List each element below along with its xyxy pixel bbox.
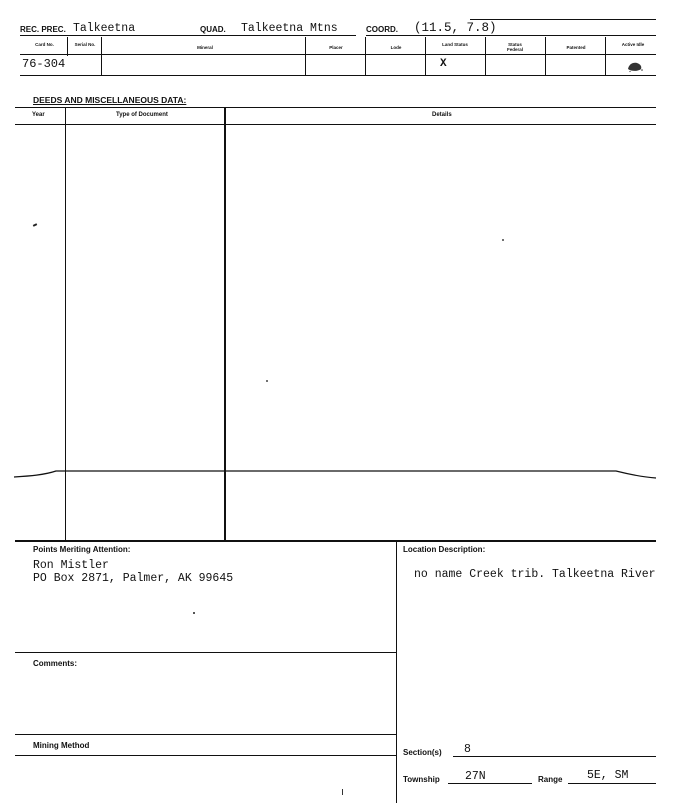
coord-value: (11.5, 7.8) bbox=[414, 21, 497, 35]
col-mineral: Mineral bbox=[197, 45, 213, 50]
col-type-of-document: Type of Document bbox=[116, 112, 168, 118]
claims-header-rule bbox=[20, 54, 656, 55]
deeds-title: DEEDS AND MISCELLANEOUS DATA: bbox=[33, 95, 187, 105]
col-card-no: Card No. bbox=[35, 42, 54, 47]
deeds-header-rule bbox=[15, 124, 656, 125]
range-value: 5E, SM bbox=[587, 769, 629, 782]
rec-prec-value: Talkeetna bbox=[73, 22, 136, 35]
col-year: Year bbox=[32, 112, 45, 118]
card-no-value: 76-304 bbox=[22, 57, 66, 71]
header-underline-right bbox=[366, 35, 656, 36]
col-patented: Patented bbox=[566, 45, 586, 50]
mining-top-rule bbox=[15, 734, 396, 735]
quad-label: QUAD. bbox=[200, 25, 226, 34]
ink-smudge-icon bbox=[626, 59, 644, 73]
quad-value: Talkeetna Mtns bbox=[241, 22, 338, 35]
col-active-idle: Active Idle bbox=[621, 42, 645, 47]
header-underline-left bbox=[20, 35, 356, 36]
fold-crease-line bbox=[0, 462, 678, 487]
col-land-status: Land Status bbox=[442, 42, 468, 47]
location-description-text: no name Creek trib. Talkeetna River bbox=[414, 568, 656, 581]
col-placer: Placer bbox=[329, 45, 343, 50]
range-label: Range bbox=[538, 775, 563, 784]
stray-mark bbox=[342, 789, 343, 795]
claims-bottom-rule bbox=[20, 75, 656, 76]
stray-dot bbox=[502, 239, 504, 241]
deeds-top-rule bbox=[15, 107, 656, 108]
stray-mark bbox=[33, 223, 37, 227]
mining-method-rule bbox=[15, 755, 396, 756]
township-value: 27N bbox=[465, 770, 486, 783]
range-underline bbox=[568, 783, 656, 784]
comments-top-rule bbox=[15, 652, 396, 653]
bottom-section-top-rule bbox=[15, 540, 656, 542]
mining-method-label: Mining Method bbox=[33, 741, 90, 750]
location-description-label: Location Description: bbox=[403, 545, 486, 554]
col-serial-no: Serial No. bbox=[74, 42, 96, 47]
bottom-section-divider bbox=[396, 541, 397, 803]
stray-dot bbox=[193, 612, 195, 614]
points-meriting-label: Points Meriting Attention: bbox=[33, 545, 131, 554]
coord-label: COORD. bbox=[366, 25, 398, 34]
section-underline bbox=[453, 756, 656, 757]
land-status-mark: X bbox=[440, 58, 447, 70]
col-status-federal: Status Federal bbox=[506, 42, 523, 52]
header-top-rule bbox=[470, 19, 656, 20]
section-value: 8 bbox=[464, 743, 471, 756]
township-label: Township bbox=[403, 775, 440, 784]
comments-label: Comments: bbox=[33, 659, 78, 668]
rec-prec-label: REC. PREC. bbox=[20, 25, 66, 34]
points-meriting-line-1: Ron Mistler bbox=[33, 559, 109, 572]
section-label: Section(s) bbox=[403, 748, 442, 757]
points-meriting-line-2: PO Box 2871, Palmer, AK 99645 bbox=[33, 572, 234, 585]
township-underline bbox=[448, 783, 532, 784]
col-lode: Lode bbox=[390, 45, 402, 50]
col-details: Details bbox=[432, 112, 452, 118]
stray-dot bbox=[266, 380, 268, 382]
